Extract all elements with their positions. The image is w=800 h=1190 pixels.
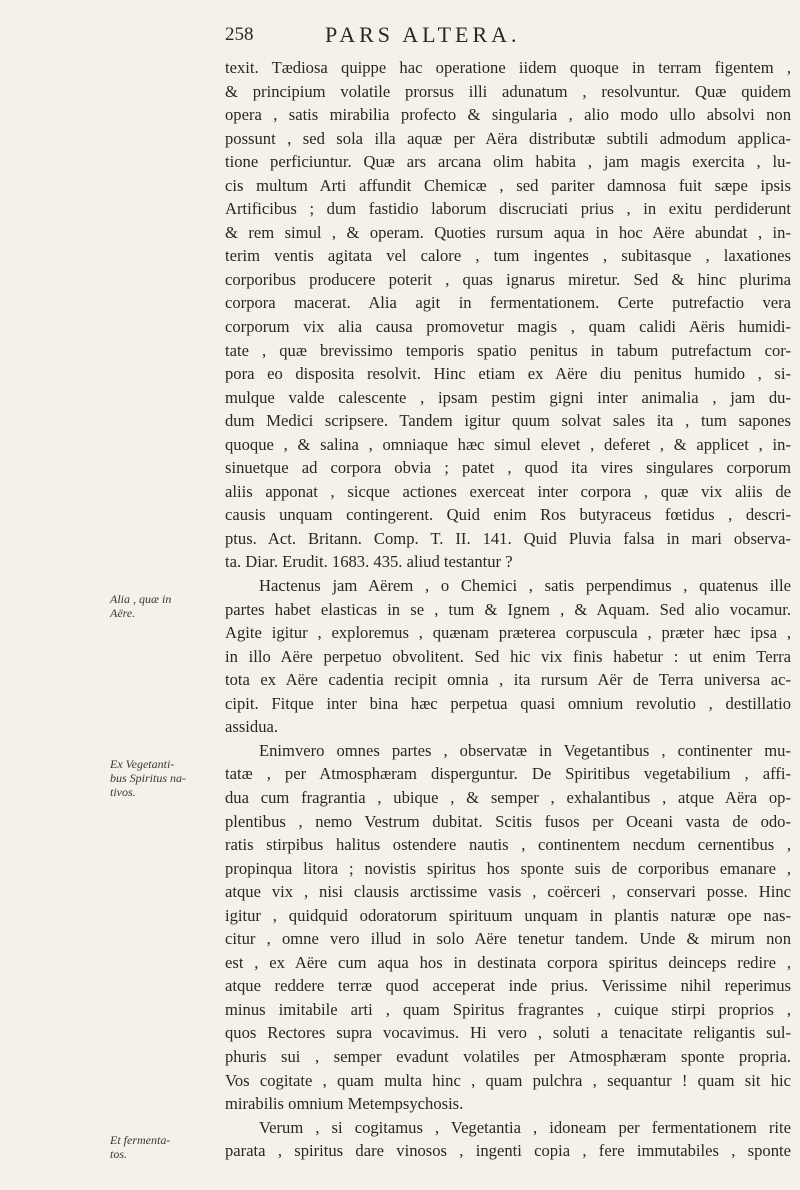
text-line: Enimvero omnes partes , observatæ in Vegetantibus , continenter mu- (259, 740, 791, 760)
text-line: mirabilis omnium Metempsychosis. (225, 1094, 464, 1114)
text-line: ratis stirpibus halitus ostendere nautis , continentem necdum cernentibus , (225, 835, 791, 855)
text-line: aliis apponat , sicque actiones exerceat inter corpora , quæ vix aliis de (225, 481, 791, 501)
text-line: sinuetque ad corpora obvia ; patet , quod ita vires singulares corporum (225, 458, 791, 478)
text-line: est , ex Aëre cum aqua hos in destinata corpora spiritus deinceps redire , (225, 952, 791, 972)
margin-note-line: bus Spiritus na- (110, 771, 187, 785)
margin-note-line: Aëre. (110, 606, 136, 620)
text-line: tatæ , per Atmosphæram disperguntur. De Spiritibus vegetabilium , affi- (225, 764, 791, 784)
text-line: quos Rectores supra vocavimus. Hi vero , soluti a tenacitate religantis sul- (225, 1023, 791, 1043)
text-line: dum Medici scripsere. Tandem igitur quum solvat sales ita , tum sapones (225, 411, 791, 431)
margin-note-line: tivos. (110, 785, 136, 799)
text-line: parata , spiritus dare vinosos , ingenti copia , fere immutabiles , sponte (225, 1141, 791, 1161)
margin-note-ex-vegetantibus (110, 757, 220, 799)
text-line: Hactenus jam Aërem , o Chemici , satis perpendimus , quatenus ille (259, 576, 791, 596)
text-line: texit. Tædiosa quippe hac operatione iidem quoque in terram figentem , (225, 58, 791, 77)
text-line: Verum , si cogitamus , Vegetantia , idoneam per fermentationem rite (259, 1117, 791, 1137)
text-line: & principium volatile prorsus illi adunatum , resolvuntur. Quæ quidem (225, 81, 791, 101)
text-line: atque reddere terræ quod acceperat inde prius. Verissime nihil reperimus (225, 976, 791, 996)
text-line: propinqua litora ; novistis spiritus hos sponte suis de corporibus emanare , (225, 858, 791, 878)
running-title: PARS ALTERA. (325, 22, 521, 47)
text-line: opera , satis mirabilia profecto & singularia , alio modo ullo absolvi non (225, 105, 791, 125)
page-header (225, 24, 785, 50)
text-line: tota ex Aëre cadentia recipit omnia , ita rursum Aër de Terra universa ac- (225, 670, 791, 690)
text-line: possunt , sed sola illa aquæ per Aëra distributæ subtili admodum applica- (225, 128, 791, 148)
text-line: ptus. Act. Britann. Comp. T. II. 141. Quid Pluvia falsa in mari observa- (225, 528, 791, 548)
text-line: phuris sui , semper evadunt volatiles per Atmosphæram sponte propria. (225, 1046, 791, 1066)
text-line: cis multum Arti affundit Chemicæ , sed pariter damnosa fuit sæpe ipsis (225, 175, 791, 195)
text-line: atque vix , nisi clausis arctissime vasis , coërceri , conservari posse. Hinc (225, 882, 791, 902)
text-line: corpora macerat. Alia agit in fermentationem. Certe putrefactio vera (225, 293, 791, 313)
text-line: causis unquam contingerent. Quid enim Ros butyraceus fœtidus , descri- (225, 505, 791, 525)
text-line: assidua. (225, 717, 278, 737)
text-line: dua cum fragrantia , ubique , & semper , exhalantibus , atque Aëra op- (225, 787, 791, 807)
margin-note-line: Et fermenta- (110, 1133, 171, 1147)
margin-note-line: tos. (110, 1147, 128, 1161)
margin-note-line: Alia , quæ in (110, 592, 172, 606)
text-line: igitur , quidquid odoratorum spirituum unquam in plantis naturæ ope nas- (225, 905, 791, 925)
text-line: corporibus producere poterit , quas ignarus miretur. Sed & hinc plurima (225, 269, 791, 289)
text-line: citur , omne vero illud in solo Aëre tenetur tandem. Unde & mirum non (225, 929, 791, 949)
text-line: terim ventis agitata vel calore , tum ingentes , subitasque , laxationes (225, 246, 791, 266)
margin-note-et-fermentatos (110, 1133, 220, 1161)
text-line: tione perficiuntur. Quæ ars arcana olim habita , jam magis exercita , lu- (225, 152, 791, 172)
text-line: Artificibus ; dum fastidio laborum discruciati prius , in exitu perdiderunt (225, 199, 791, 219)
text-line: in illo Aëre perpetuo obvolitent. Sed hic vix finis habetur : ut enim Terra (225, 646, 791, 666)
text-line: & rem simul , & operam. Quoties rursum aqua in hoc Aëre abundat , in- (225, 222, 791, 242)
text-line: partes habet elasticas in se , tum & Ignem , & Aquam. Sed alio vocamur. (225, 599, 791, 619)
text-line: corporum vix alia causa promovetur magis , quam calidi Aëris humidi- (225, 317, 791, 337)
text-line: tate , quæ brevissimo temporis spatio penitus in tabum putrefactum cor- (225, 340, 791, 360)
body-text (225, 56, 791, 1163)
text-line: pora eo dispositа resolvit. Hinc etiam ex Aëre diu penitus humido , si- (225, 364, 791, 384)
text-line: minus imitabile arti , quam Spiritus fragrantes , cuique stirpi proprios , (225, 999, 791, 1019)
page-number: 258 (225, 24, 254, 45)
text-line: cipit. Fitque inter bina hæc perpetua quasi omnium revolutio , destillatio (225, 693, 791, 713)
text-line: Agite igitur , exploremus , quænam prætereа corpuscula , præter hæc ipsa , (225, 623, 791, 643)
text-line: ta. Diar. Erudit. 1683. 435. aliud testantur ? (225, 552, 513, 572)
text-line: Vos cogitate , quam multa hinc , quam pulchra , sequantur ! quam sit hic (225, 1070, 791, 1090)
margin-note-line: Ex Vegetanti- (110, 757, 175, 771)
text-line: quoque , & salina , omniaque hæc simul elevet , deferet , & applicet , in- (225, 434, 791, 454)
text-line: plentibus , nemo Vestrum dubitat. Scitis fusos per Oceani vasta de odo- (225, 811, 791, 831)
margin-note-alia (110, 592, 220, 620)
text-line: mulque valde calescente , ipsam pestim gigni inter animalia , jam du- (225, 387, 791, 407)
